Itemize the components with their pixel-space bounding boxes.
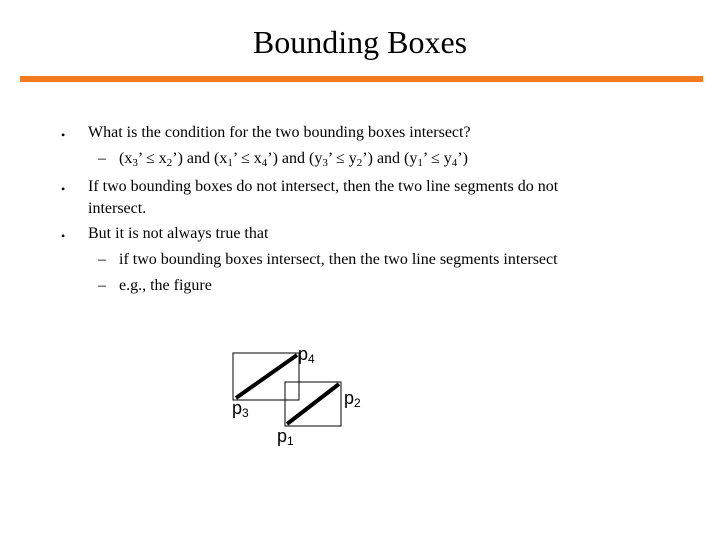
bullet-3-sub-2: e.g., the figure — [119, 277, 212, 294]
sub-marker-3a: – — [98, 251, 106, 268]
slide-title: Bounding Boxes — [252, 24, 468, 60]
bullet-3-text: But it is not always true that — [88, 225, 269, 242]
label-p4: p4 — [298, 344, 315, 366]
sub-marker-3b: – — [98, 277, 106, 294]
label-p2: p2 — [344, 388, 361, 410]
segment-p1-p2 — [287, 384, 339, 424]
bullet-marker-1: • — [61, 128, 66, 142]
label-p3: p3 — [232, 398, 249, 420]
bullet-marker-2: • — [61, 182, 66, 196]
sub-marker-1: – — [98, 150, 106, 167]
intersection-condition: ($x_3$’ ≤ $x_2$’) and ($x_1$’ ≤ $x_4$’) and ($y_3$’ ≤ $y_2$’) and ($y_1$’ ≤ $y_4$’) — [119, 150, 468, 169]
bullet-1-text: What is the condition for the two bounding boxes intersect? — [88, 124, 471, 141]
bullet-2-text-line-1: If two bounding boxes do not intersect, then the two line segments do not — [88, 178, 559, 195]
bullet-marker-3: • — [61, 229, 66, 243]
bullet-2-text-line-2: intersect. — [88, 200, 147, 217]
bullet-3-sub-1: if two bounding boxes intersect, then the two line segments intersect — [119, 251, 558, 268]
segment-p3-p4 — [236, 355, 297, 398]
label-p1: p1 — [277, 426, 294, 448]
